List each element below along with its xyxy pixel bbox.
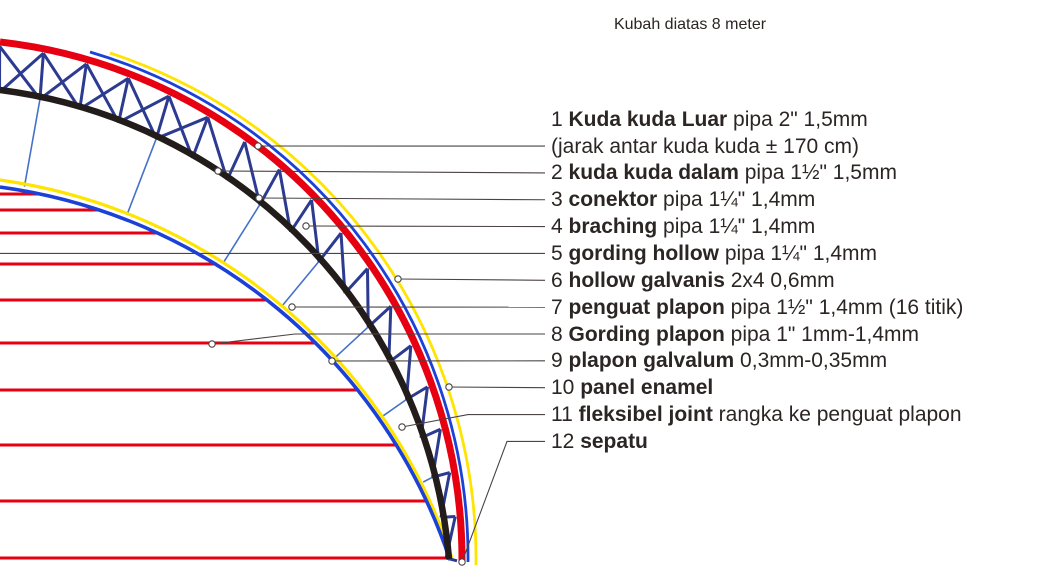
leader-panel-enamel-marker	[446, 384, 452, 390]
legend-part-name: Gording plapon	[568, 322, 725, 346]
truss-post	[260, 169, 279, 204]
legend-part-spec: pipa 1¼" 1,4mm	[657, 188, 816, 212]
legend-part-name: conektor	[568, 188, 658, 212]
legend-item-number: 11	[551, 403, 579, 427]
legend-item-number: 10	[551, 376, 581, 400]
fleksibel-joint-line	[223, 205, 260, 264]
legend-part-name: panel enamel	[580, 376, 714, 400]
leader-fleksibel-joint-marker	[399, 424, 405, 430]
legend-part-spec: 2x4 0,6mm	[724, 268, 835, 292]
legend-part-name: hollow galvanis	[568, 268, 725, 292]
truss-post	[227, 142, 245, 180]
arc-kuda-kuda-dalam	[0, 90, 449, 559]
fleksibel-joint-line	[127, 139, 156, 216]
legend-part-spec: pipa 1¼" 1,4mm	[657, 215, 816, 239]
legend-item-number: 4	[551, 215, 569, 239]
leader-sepatu-marker	[459, 559, 465, 565]
legend-item-number: 12	[551, 429, 581, 453]
legend-part-spec: pipa 1¼" 1,4mm	[718, 241, 878, 265]
legend-part-name: plapon galvalum	[568, 349, 735, 373]
legend-item-number: 9	[551, 349, 569, 373]
legend-part-spec: (jarak antar kuda kuda ± 170 cm)	[551, 134, 860, 158]
legend-part-spec: pipa 2" 1,5mm	[727, 107, 868, 131]
truss-diagonal-braching	[0, 53, 43, 92]
leader-hollow-galvanis-marker	[395, 276, 401, 282]
leader-plapon-galvalum-marker	[329, 358, 335, 364]
legend-item-number: 5	[551, 241, 569, 265]
legend-part-name: braching	[568, 215, 658, 239]
leader-braching-marker	[303, 223, 309, 229]
legend-part-name: fleksibel joint	[578, 403, 713, 427]
leader-hollow-galvanis	[398, 279, 545, 280]
fleksibel-joint-line	[423, 477, 432, 482]
legend-item-number: 1	[551, 107, 569, 131]
truss-post	[80, 64, 87, 109]
fleksibel-joint-line	[24, 99, 40, 187]
legend-part-name: penguat plapon	[568, 295, 725, 319]
legend-part-spec: pipa 1½" 1,4mm (16 titik)	[724, 295, 964, 319]
legend-part-spec: rangka ke penguat plapon	[712, 403, 962, 427]
arc-plapon-galvalum	[0, 187, 450, 560]
legend-part-name: Kuda kuda Luar	[568, 107, 728, 131]
leader-conektor	[259, 198, 545, 200]
legend-part-spec: pipa 1½" 1,5mm	[738, 161, 897, 185]
legend-part-name: gording hollow	[568, 241, 719, 265]
legend-item-number: 7	[551, 295, 569, 319]
legend-item-number: 2	[551, 161, 569, 185]
legend-part-name: kuda kuda dalam	[568, 161, 739, 185]
leader-kuda-kuda-dalam	[218, 171, 545, 173]
legend-item-number: 8	[551, 322, 569, 346]
leader-kuda-kuda-luar-marker	[255, 143, 261, 149]
legend-part-name: sepatu	[580, 429, 648, 453]
legend-item-number: 6	[551, 268, 569, 292]
legend-part-spec: pipa 1" 1mm-1,4mm	[724, 322, 920, 346]
legend-item-number: 3	[551, 188, 569, 212]
leader-panel-enamel	[449, 387, 545, 388]
truss-diagonal-braching	[40, 64, 86, 99]
leader-gording-plapon-marker	[209, 341, 215, 347]
legend-part-spec: 0,3mm-0,35mm	[734, 349, 888, 373]
leader-kuda-kuda-dalam-marker	[215, 168, 221, 174]
fleksibel-joint-line	[383, 400, 406, 416]
fleksibel-joint-line	[336, 327, 368, 357]
page-title: Kubah diatas 8 meter	[613, 16, 767, 33]
leader-conektor-marker	[256, 195, 262, 201]
leader-penguat-plapon-marker	[289, 304, 295, 310]
fleksibel-joint-line	[282, 261, 319, 305]
truss-post	[40, 53, 43, 99]
leader-braching	[306, 226, 545, 227]
